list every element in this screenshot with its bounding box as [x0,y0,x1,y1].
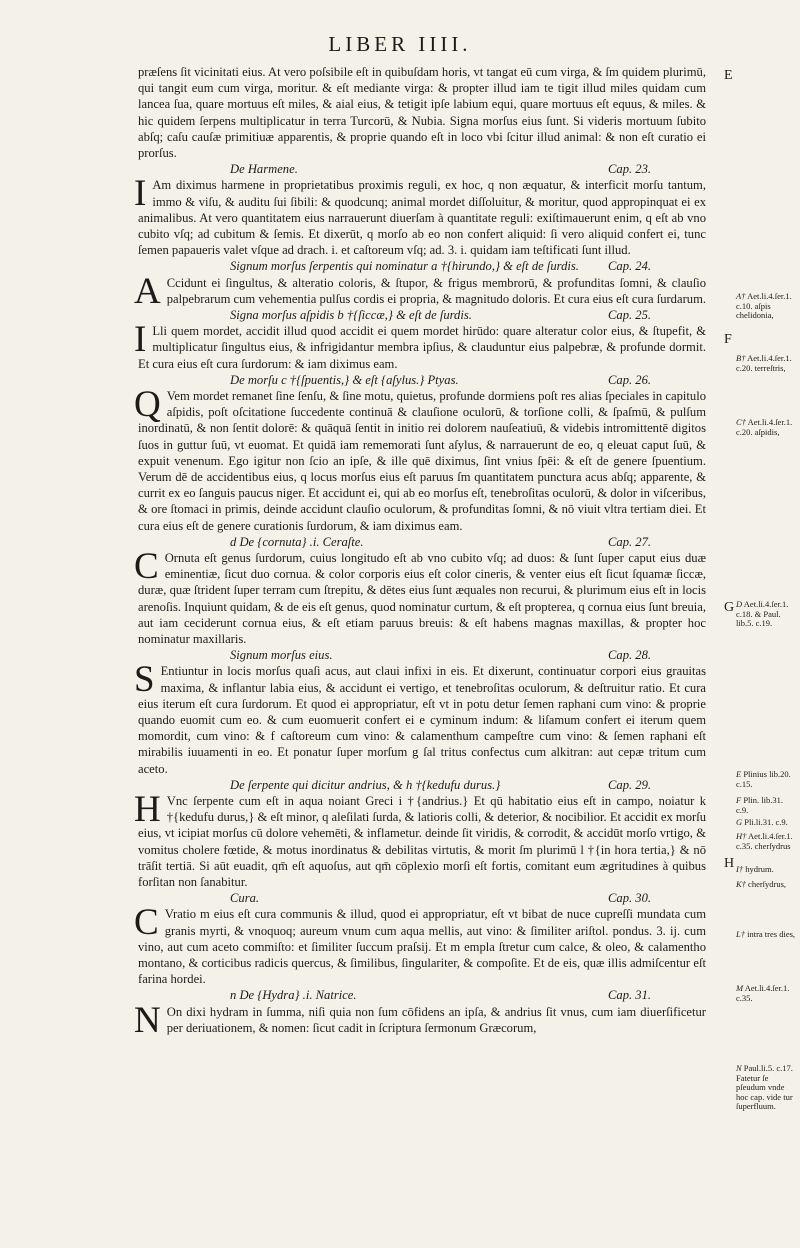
chapter-text: Vratio m eius eſt cura communis & illud, quod ei appropriatur, eſt vt bibat de nuce cupreſſi mundata cum granis myrti, & vnoquoq; aureum vnum cum aqua mellis, aut vino: & ſimiliter ariſtol. pondus. 3. ij. cum vino, aut cum aceto commiſto: et ſimiliter ſuccum praſsij. Et m empla ſtretur cum calce, & oleo, & calamentho montano, & corticibus radicis quercus, & ſimilibus, ſingulariter, & compoſite. Et de eis, quæ illis admiſcentur eſt farina hordei. [138,907,706,987]
chapter-number: Cap. 29. [608,777,652,792]
chapter-paragraph [134,659,706,776]
chapter-heading [138,161,706,177]
chapter-paragraph [134,902,706,987]
chapter-heading [138,307,706,323]
note-text: Aet.li.4.ſer.1. c.20. aſpidis, [736,417,793,437]
margin-note [736,418,796,437]
chapter-paragraph [134,319,706,372]
margin-section-letter: E [724,68,733,83]
note-text: Aet.li.4.ſer.1. c.18. & Paul. lib.5. c.19. [736,599,789,628]
chapter-heading [138,534,706,550]
note-mark: G [736,817,743,827]
note-mark: M [736,983,744,993]
note-text: Plin. lib.31. c.9. [736,795,784,815]
chapter-paragraph [134,789,706,890]
chapter-heading [138,987,706,1003]
chapter-number: Cap. 28. [608,648,652,663]
running-head: LIBER IIII. [328,32,472,56]
margin-section-letter: H [724,856,735,871]
margin-section-letter: G [724,600,735,615]
margin-section-letter: F [724,332,732,347]
chapter-paragraph [134,384,706,534]
chapter-heading [138,890,706,906]
chapter-number: Cap. 23. [608,162,652,177]
note-text: Paul.li.5. c.17. Fatetur ſe pſeudum vnde hoc cap. vide tur ſuperfluum. [736,1063,793,1111]
chapter-text: Entiuntur in locis morſus quaſi acus, aut claui infixi in eis. Et dixerunt, continuatur corpori eius grauitas maxima, & inflantur labia eius, & accidunt ei vertigo, et tenebroſitas oculorum, & deſtruitur ratio. Et cura eius iterum eſt cura ſurdorum. Et quod ei appropriatur, eſt vt in potu detur ſemen raphani cum vino: & proprie quando euomit cum eo. & cum euomuerit confert ei e cyminum indum: & liſamum confert ei iterum quem momordit, cum vino: & f caſtoreum cum vino: & calamenthum campeſtre cum vino: & ſemen raphani eſt mirabilis iuuamenti in eo. Et ponatur ſuper morſum g ſal tritus confectus cum alkitran: aut cepæ tritum cum aceto. [138,664,706,776]
note-mark: F [736,795,742,805]
chapter-number: Cap. 27. [608,534,652,549]
chapter-heading [138,372,706,388]
note-text: Aet.li.4.ſer.1. c.10. aſpis chelidonia, [736,291,792,320]
note-text: Plinius lib.20. c.15. [736,769,791,789]
note-mark: B† [736,353,746,363]
note-mark: H† [736,831,747,841]
chapter-title: Signum morſus ſerpentis qui nominatur a †{hirundo,} & eſt de ſurdis. [230,259,579,274]
note-mark: L† [736,929,745,939]
chapter-paragraph [134,173,706,258]
note-text: Aet.li.4.ſer.1. c.20. terreſtris, [736,353,792,373]
chapter-number: Cap. 30. [608,891,652,906]
chapter-heading [138,258,706,274]
margin-note [736,832,796,851]
chapter-number: Cap. 31. [608,988,652,1003]
drop-cap: I [134,319,147,361]
margin-note [736,984,796,1003]
chapter-heading [138,647,706,663]
chapter-text: Ccidunt ei ſingultus, & alteratio coloris, & ſtupor, & frigus membrorū, & profunditas ſomni, & clauſio palpebrarum cum vehementia pulſus cordis ei propria, & magnitudo doloris. Et cura eius eſt cura ſurdarum. [166,275,707,306]
drop-cap: C [134,546,159,588]
drop-cap: Q [134,384,161,425]
note-text: hydrum. [745,864,774,874]
chapter-title: Signum morſus eius. [230,648,333,663]
chapter-text: Am diximus harmene in proprietatibus proximis reguli, ex hoc, q non æquatur, & interficit morſu tantum, immo & viſu, & auditu ſui ſibili: & quodcunq; animal mordet diſſoluitur, & moritur, quod appropinquat ei ex animalibus. At vero quantitatem eius narrauerunt diuerſam à quantitate reguli: exiſtimauerunt enim, q eſt ab vno cubito vſq; ad cubitum & ſemis. Et dixerūt, q morſo ab eo non confert aliquid: ſi vero aliquid confert ei, tunc ſemen papaueris valet vſque ad drach. i. et caſtoreum vſq; ad. 3. i. quidam iam teſtificati ſunt illud. [138,178,706,258]
drop-cap: H [134,789,161,831]
chapter-paragraph [134,270,707,312]
margin-note [736,930,796,940]
note-mark: A† [736,291,746,301]
continuation-paragraph: præſens ſit vicinitati eius. At vero poſsibile eſt in quibuſdam horis, vt tangat eū cum virga, & ſm quidem plurimū, qui tangit eum cum virga, moritur. & eſt mediante virga: & propter illud iam te tigit illud miles quidam cum lancea ſua, quare mortuus eſt miles, & aial eius, & tetigit ipſe labium equi, quare mortuus eſt equus, & miles. & hic quidem ſerpens multiplicatur in terra Turcorū, & Nubia. Signa morſus eius ſunt. Si videris mortuum ſubito abſq; caſu cauſæ primitiuæ apparentis, & proprie quando eſt in loco vbi ſcitur illud animal: & non eſt curatio ei prorſus. [138,65,706,161]
margin-note [736,770,796,789]
chapter-title: n De {Hydra} .i. Natrice. [230,988,357,1003]
chapter-title: De ſerpente qui dicitur andrius, & h †{kedufu durus.} [230,777,501,792]
margin-note [736,880,796,890]
chapter-text: Vnc ſerpente cum eſt in aqua noiant Greci i †{andrius.} Et qū habitatio eius eſt in campo, noiatur k †{kedufu durus,} & eſt minor, q aleſilati ſurda, & latioris colli, & deterior, & nocibilior. Et accidit ex morſu eius, vt icipiat morſus cū dolore vehemēti, & inflametur. deinde ſit viridis, & corrodit, & accidūt morſo vrtigo, & vomitus cholere fœtide, & motus inordinatus & debilitas virtutis, & morit ſm plurimū l †{in hora tertia,} & nō trāſit tertiā. Si aūt euadit, qm̄ eſt aquoſus, aut qm̄ cōplexio morſi eſt fortis, comitant eum ægritudines à quibus forſitan non ſanabitur. [138,794,706,890]
chapter-text: Vem mordet remanet ſine ſenſu, & ſine motu, quietus, profunde dormiens poſt res alias ſpeciales in capitulo aſpidis, poſt oſcitatione ſuccedente continuā & clauſione oculorū, & torſione colli, & ſpaſmū, & pulſum inordinatū, & non ſentit dolorē: & quāquā ſentit in initio rei dolorem nauſeatiuū, & videbis intromittentē digitos ſuos in guttur ſuū, vt euomat. Et quidā iam rememorati ſunt aſylus, & narrauerunt de eo, q eleuat caput ſuū, & expuit venenum. Ego igitur non ſcio an ipſe, & ille quē diximus, ſint vnius ſpēi: & eſt de genere ſpuentium. Verum dē de accidentibus eius, q locus morſus eius eſt paruus ſm quantitatem punctura acus abſq; apparente, & currit ex eo ſanguis paucus niger. Et accidunt ei, qui ab eo morſus eſt, tenebroſitas oculorū, & dolor in viſceribus, & ore ſtomaci in primis, deinde accidunt clauſio oculorum, & profunditas ſomni, & nō viuit vltra tertiam diei. Et cura eius eſt de genere curationis ſurdorum, & iam diximus eam. [138,389,706,533]
chapter-heading [138,777,706,793]
note-mark: K† [736,879,746,889]
drop-cap: S [134,659,155,701]
margin-note [736,354,796,373]
chapter-number: Cap. 26. [608,372,652,387]
note-mark: N [736,1063,742,1073]
drop-cap: N [134,999,161,1041]
chapter-paragraph [134,546,706,647]
note-text: Pli.li.31. c.9. [744,817,788,827]
chapter-text: Lli quem mordet, accidit illud quod accidit ei quem mordet hirūdo: quare alteratur color eius, & ſtupefit, & multiplicatur ſingultus eius, & infrigidantur membra ipſius, & clauduntur eius palpebræ, & profunde dormit. Et cura eius eſt cura ſurdorum: & iam diximus eam. [138,324,706,371]
note-text: Aet.li.4.ſer.1. c.35. cherſydrus [736,831,793,851]
main-text-column [134,64,707,1054]
chapter-text: Ornuta eſt genus ſurdorum, cuius longitudo eſt ab vno cubito vſq; ad duos: & ſunt ſuper caput eius duæ eminentiæ, ſicut duo cornua. & color corporis eius eſt color cineris, & venter eius eſt ſicut ſquamæ ſiccæ, duræ, quæ ſtrident ſuper terram cum ſtrepitu, & dētes eius ſunt æquales non recurui, & plurimum eius eſt in locis arenoſis. Inquiunt quidam, & de eis eſt genus, quod nominatur curtum, & eſt propterea, q cornua eius ſunt breuia, aut iam ceciderunt cornua eius, & eſt etiam paruus breuis: & eſt habens magnas maxillas, & propter hoc nominatur maxillaris. [138,551,706,647]
chapter-text: On dixi hydram in ſumma, niſi quia non ſum cōfidens an ipſa, & andrius ſit vnus, cum iam diuerſificetur per deriuationem, & nomen: ſicut cadit in ſcriptura ſermonum Græcorum, [166,1004,706,1035]
chapter-paragraph [134,999,706,1041]
note-mark: I† [736,864,744,874]
chapter-title: De Harmene. [230,162,298,177]
drop-cap: A [134,270,161,312]
note-mark: C† [736,417,746,427]
note-mark: E [736,769,742,779]
drop-cap: I [134,173,147,215]
chapter-number: Cap. 24. [608,259,652,274]
note-text: intra tres dies, [747,929,796,939]
margin-note [736,865,796,875]
chapter-heading [138,1036,706,1052]
chapter-title: d De {cornuta} .i. Ceraſte. [230,534,364,549]
margin-note [736,796,796,815]
margin-note [736,292,796,321]
chapter-title: Cura. [230,891,260,906]
margin-note [736,818,796,828]
chapter-number: Cap. 25. [608,308,652,323]
drop-cap: C [134,902,159,944]
margin-note [736,600,796,629]
margin-note [736,1064,796,1112]
chapter-title: Signa morſus aſpidis b †{ſiccæ,} & eſt de ſurdis. [230,308,472,323]
note-text: cherſydrus, [748,879,787,889]
note-mark: D [736,599,743,609]
note-text: Aet.li.4.ſer.1. c.35. [736,983,790,1003]
chapter-title: De morſu c †{ſpuentis,} & eſt {aſylus.} Ptyas. [230,372,459,387]
